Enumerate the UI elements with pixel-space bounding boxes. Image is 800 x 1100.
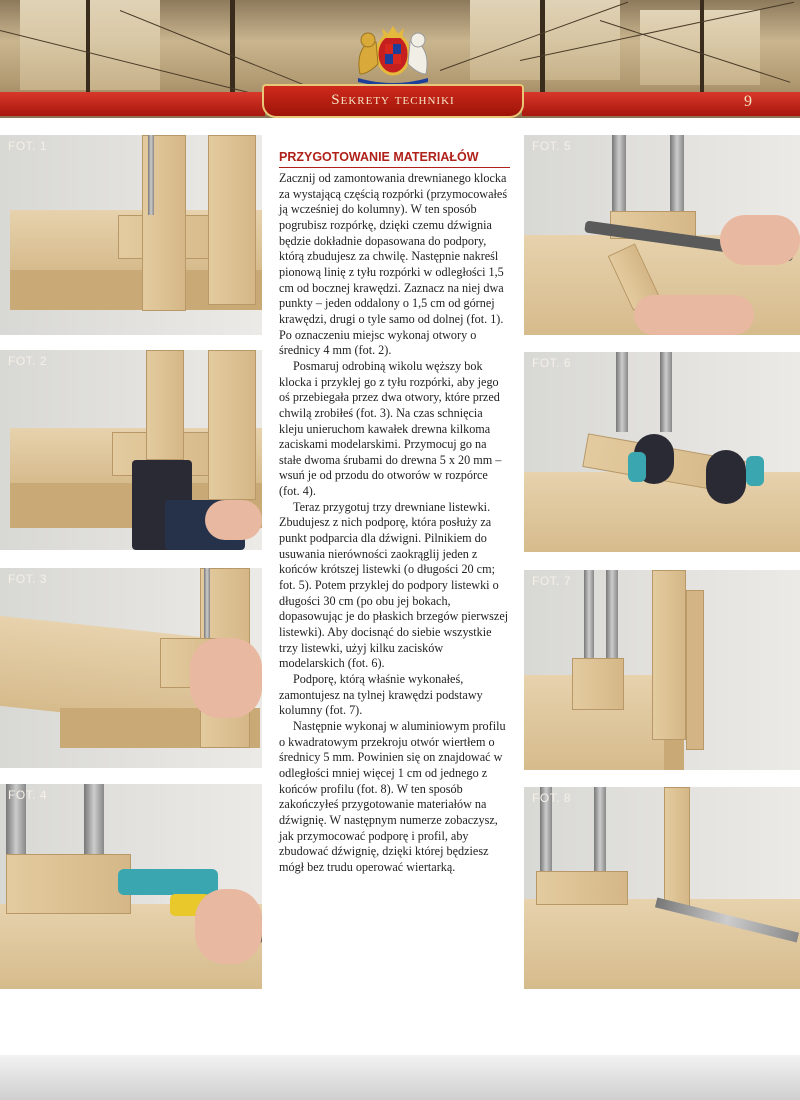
article-paragraph-1: Zacznij od zamontowania drewnianego klocka za wystającą częścią rozpórki (przymocowałeś ją wcześniej do kolumny). W ten sposób pogrubisz rozpórkę, dzięki czemu dźwignia będzie dokładnie dopasowana do podpory, którą zbudujesz za chwilę. Następnie nakreśl pionową linię z tyłu rozpórki w odległości 1,5 cm od bocznej krawędzi. Zaznacz na niej dwa punkty – jeden oddalony o 1,5 cm od górnej krawędzi, drugi o tyle samo od dolnej (fot. 1). Po oznaczeniu miejsc wykonaj otwory o średnicy 4 mm (fot. 2). [279,171,508,358]
header-red-stripe-left [0,92,265,116]
photo-fot-1 [0,135,262,335]
royal-crest-icon [338,14,448,86]
photo-label-fot-8: FOT. 8 [532,791,572,805]
photo-label-fot-6: FOT. 6 [532,356,572,370]
photo-fot-4 [0,784,262,989]
photo-label-fot-5: FOT. 5 [532,139,572,153]
header-red-stripe-right [522,92,800,116]
article-heading: PRZYGOTOWANIE MATERIAŁÓW [279,150,510,168]
page-bottom-edge [0,1055,800,1100]
photo-fot-3 [0,568,262,768]
page-number: 9 [744,93,752,110]
photo-label-fot-7: FOT. 7 [532,574,572,588]
section-title-banner [262,84,524,118]
article-text-column [279,150,510,876]
article-paragraph-4: Podporę, którą właśnie wykonałeś, zamontujesz na tylnej krawędzi podstawy kolumny (fot. 7). [279,672,483,718]
photo-fot-5 [524,135,800,335]
photo-label-fot-3: FOT. 3 [8,572,48,586]
section-title: Sekrety techniki [331,92,455,108]
photo-label-fot-4: FOT. 4 [8,788,48,802]
photo-fot-2 [0,350,262,550]
article-paragraph-2: Posmaruj odrobiną wikolu węższy bok klocka i przyklej go z tyłu rozpórki, aby jego oś przebiegała przez dwa otwory, które przed chwilą zrobiłeś (fot. 3). Na czas schnięcia kleju unieruchom kawałek drewna kilkoma zaciskami modelarskimi. Przymocuj go na stałe dwoma śrubami do drewna 5 x 20 mm – wsuń je od przodu do otworów w rozpórce (fot. 4). [279,358,502,499]
photo-label-fot-1: FOT. 1 [8,139,48,153]
article-paragraph-3: Teraz przygotuj trzy drewniane listewki. Zbudujesz z nich podporę, która posłuży za punkt podparcia dla dźwigni. Pilnikiem do usuwania nierówności zaokrąglij jeden z końców krótszej listewki (o długości 20 cm; fot. 5). Potem przyklej do podpory listewki o długości 30 cm (po obu jej bokach, dopasowując je do płaskich brzegów pierwszej listewki). Aby docisnąć do siebie wszystkie trzy listewki, użyj kilku zacisków modelarskich (fot. 6). [279,499,509,671]
photo-label-fot-2: FOT. 2 [8,354,48,368]
photo-fot-7 [524,570,800,770]
article-paragraph-5: Następnie wykonaj w aluminiowym profilu o kwadratowym przekroju otwór wiertłem o średnicy 5 mm. Powinien się on znajdować w odległości mniej więcej 1 cm od jednego z końców profilu (fot. 8). W ten sposób zakończyłeś przygotowanie materiałów na dźwignię. W następnym numerze zobaczysz, jak przymocować podporę i profil, aby zbudować dźwignię, dzięki której będziesz mógł bez trudu operować wiertarką. [279,718,506,874]
photo-fot-8 [524,787,800,989]
photo-fot-6 [524,352,800,552]
